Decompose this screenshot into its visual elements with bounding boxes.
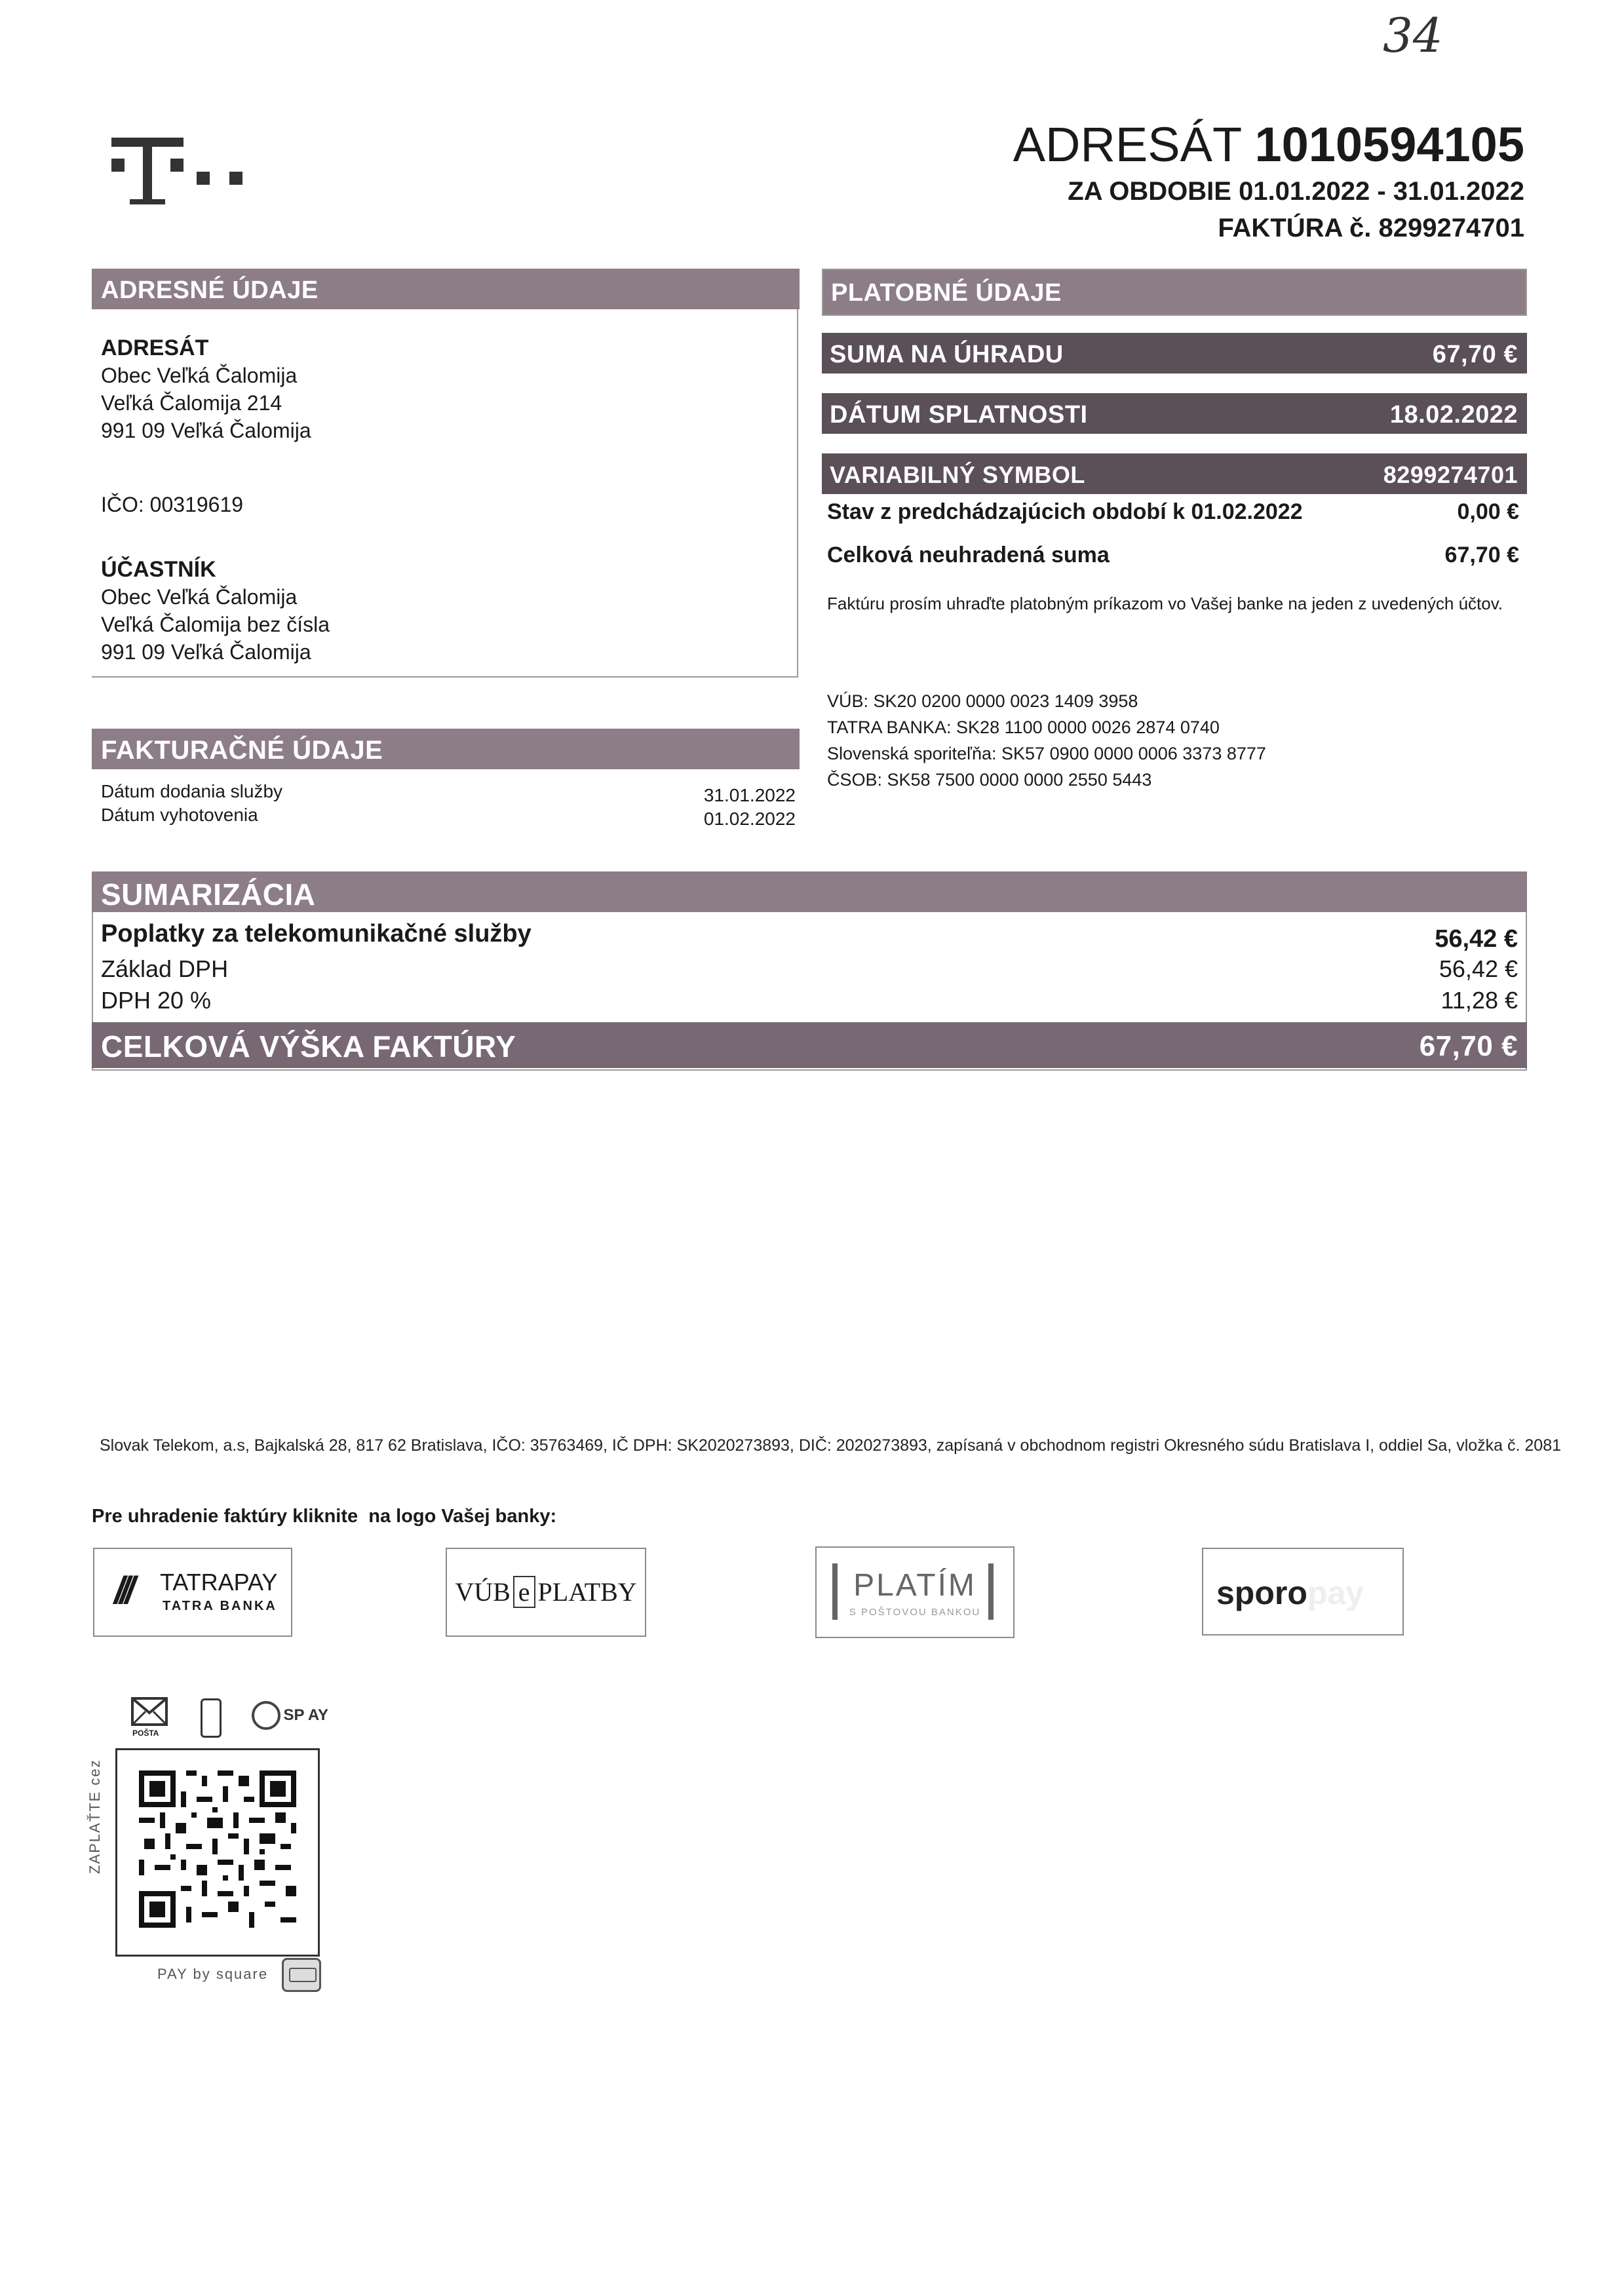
amount-due-value: 67,70 €	[1432, 341, 1518, 368]
summary-row-label: Základ DPH	[101, 955, 229, 982]
ico-line: IČO: 00319619	[101, 493, 244, 516]
summary-row	[101, 955, 1518, 983]
company-footer: Slovak Telekom, a.s, Bajkalská 28, 817 62 Bratislava, IČO: 35763469, IČ DPH: SK2020273893, DIČ: 2020273893, zapísaná v obchodnom registri Okresného súdu Bratislava I, oddiel Sa, vložka č. 2081	[100, 1436, 1562, 1455]
summary-row-value: 56,42 €	[1439, 955, 1518, 982]
recipient-block	[101, 334, 311, 444]
issue-date-label: Dátum vyhotovenia	[101, 805, 258, 825]
summary-row	[101, 920, 1518, 953]
due-date-value: 18.02.2022	[1389, 401, 1518, 429]
addressee-number: 1010594105	[1254, 117, 1524, 172]
participant-block	[101, 556, 330, 666]
payment-section-header	[822, 269, 1527, 316]
participant-line-2: Veľká Čalomija bez čísla	[101, 613, 330, 636]
account-csob: ČSOB: SK58 7500 0000 0000 2550 5443	[827, 770, 1152, 790]
recipient-line-3: 991 09 Veľká Čalomija	[101, 419, 311, 442]
sporo-faded-text: pay	[1307, 1575, 1364, 1611]
vub-eplatby-button[interactable]	[446, 1548, 646, 1637]
summary-total-label: CELKOVÁ VÝŠKA FAKTÚRY	[101, 1029, 516, 1063]
summary-row	[101, 987, 1518, 1014]
due-date-bar	[822, 393, 1527, 434]
tatrapay-sub: TATRA BANKA	[163, 1599, 277, 1613]
billing-row	[101, 781, 796, 805]
telekom-t-icon	[98, 131, 262, 210]
qr-code-graphic	[139, 1770, 296, 1928]
sporopay-circle-icon	[252, 1701, 280, 1730]
summary-total-value: 67,70 €	[1419, 1030, 1518, 1062]
summary-row-label: Poplatky za telekomunikačné služby	[101, 920, 532, 947]
period-label: ZA OBDOBIE	[1068, 177, 1231, 206]
addressee-label: ADRESÁT	[1013, 117, 1241, 172]
variable-symbol-value: 8299274701	[1383, 461, 1518, 488]
issue-date-value: 01.02.2022	[703, 809, 796, 829]
total-unpaid-value: 67,70 €	[1444, 543, 1519, 567]
vub-eplatby-logo	[447, 1577, 645, 1607]
vub-e-box: e	[513, 1576, 535, 1608]
variable-symbol-bar	[822, 453, 1527, 494]
qr-side-label: ZAPLAŤTE cez	[87, 1759, 103, 1874]
participant-heading: ÚČASTNÍK	[101, 557, 216, 582]
handwritten-page-note: 34	[1383, 8, 1443, 63]
posta-envelope-icon	[128, 1696, 170, 1729]
header-addressee	[1013, 117, 1524, 172]
tatrapay-slash-icon: ///	[114, 1569, 130, 1612]
account-vub: VÚB: SK20 0200 0000 0023 1409 3958	[827, 691, 1138, 711]
participant-line-3: 991 09 Veľká Čalomija	[101, 640, 311, 664]
payment-instruction: Faktúru prosím uhraďte platobným príkazom vo Vašej banke na jeden z uvedených účtov.	[827, 594, 1503, 613]
invoice-label: FAKTÚRA č.	[1218, 214, 1372, 242]
phone-icon	[201, 1698, 222, 1738]
account-slsp: Slovenská sporiteľňa: SK57 0900 0000 0006 3373 8777	[827, 744, 1266, 763]
total-unpaid-label: Celková neuhradená suma	[827, 543, 1110, 567]
header-invoice	[1218, 214, 1524, 243]
billing-section-header	[92, 729, 800, 769]
variable-symbol-label: VARIABILNÝ SYMBOL	[830, 461, 1085, 488]
recipient-heading: ADRESÁT	[101, 335, 209, 360]
summary-header	[92, 871, 1527, 912]
card-icon	[282, 1958, 321, 1992]
sporo-text: sporo	[1216, 1575, 1307, 1611]
card-inner-icon	[289, 1968, 317, 1982]
invoice-number: 8299274701	[1378, 214, 1524, 242]
period-value: 01.01.2022 - 31.01.2022	[1239, 177, 1524, 206]
amount-due-label: SUMA NA ÚHRADU	[830, 341, 1064, 368]
participant-line-1: Obec Veľká Čalomija	[101, 585, 298, 609]
recipient-line-2: Veľká Čalomija 214	[101, 391, 282, 415]
total-unpaid-row	[827, 543, 1519, 568]
vub-left-text: VÚB	[455, 1577, 511, 1607]
telekom-logo	[98, 131, 262, 210]
summary-title: SUMARIZÁCIA	[101, 877, 316, 911]
previous-balance-row	[827, 499, 1519, 525]
payment-qr-code[interactable]	[139, 1770, 296, 1928]
summary-row-value: 56,42 €	[1435, 925, 1518, 953]
posta-icon	[128, 1696, 170, 1739]
bank-links-prompt: Pre uhradenie faktúry kliknite na logo Vašej banky:	[92, 1506, 557, 1527]
pay-by-square-label: PAY by square	[157, 1966, 269, 1982]
payment-section-title: PLATOBNÉ ÚDAJE	[831, 279, 1062, 307]
tatrapay-name: TATRAPAY	[160, 1569, 278, 1596]
sporopay-logo	[1216, 1574, 1364, 1612]
billing-section-title: FAKTURAČNÉ ÚDAJE	[101, 736, 383, 765]
summary-row-label: DPH 20 %	[101, 987, 212, 1014]
summary-total-bar	[92, 1022, 1527, 1068]
tatrapay-button[interactable]	[93, 1548, 292, 1637]
vub-right-text: PLATBY	[537, 1577, 637, 1607]
account-tatra: TATRA BANKA: SK28 1100 0000 0026 2874 0740	[827, 718, 1220, 737]
summary-row-value: 11,28 €	[1440, 987, 1518, 1014]
due-date-label: DÁTUM SPLATNOSTI	[830, 401, 1088, 429]
platim-name: PLATÍM	[853, 1568, 976, 1603]
header-period	[1068, 177, 1524, 206]
address-section-header	[92, 269, 800, 309]
previous-balance-label: Stav z predchádzajúcich období k 01.02.2022	[827, 499, 1303, 524]
bank-accounts	[827, 688, 1266, 793]
recipient-line-1: Obec Veľká Čalomija	[101, 364, 298, 387]
sporopay-small-icon	[252, 1701, 328, 1730]
sporopay-small-label: SP AY	[283, 1706, 328, 1724]
platim-sub: S POŠTOVOU BANKOU	[849, 1607, 981, 1618]
delivery-date-label: Dátum dodania služby	[101, 781, 283, 801]
amount-due-bar	[822, 333, 1527, 373]
platim-button[interactable]	[815, 1546, 1015, 1638]
billing-row	[101, 805, 796, 829]
delivery-date-value: 31.01.2022	[703, 785, 796, 805]
address-section-title: ADRESNÉ ÚDAJE	[101, 277, 319, 304]
previous-balance-value: 0,00 €	[1457, 499, 1519, 524]
sporopay-button[interactable]	[1202, 1548, 1404, 1636]
posta-label: POŠTA	[132, 1729, 159, 1738]
